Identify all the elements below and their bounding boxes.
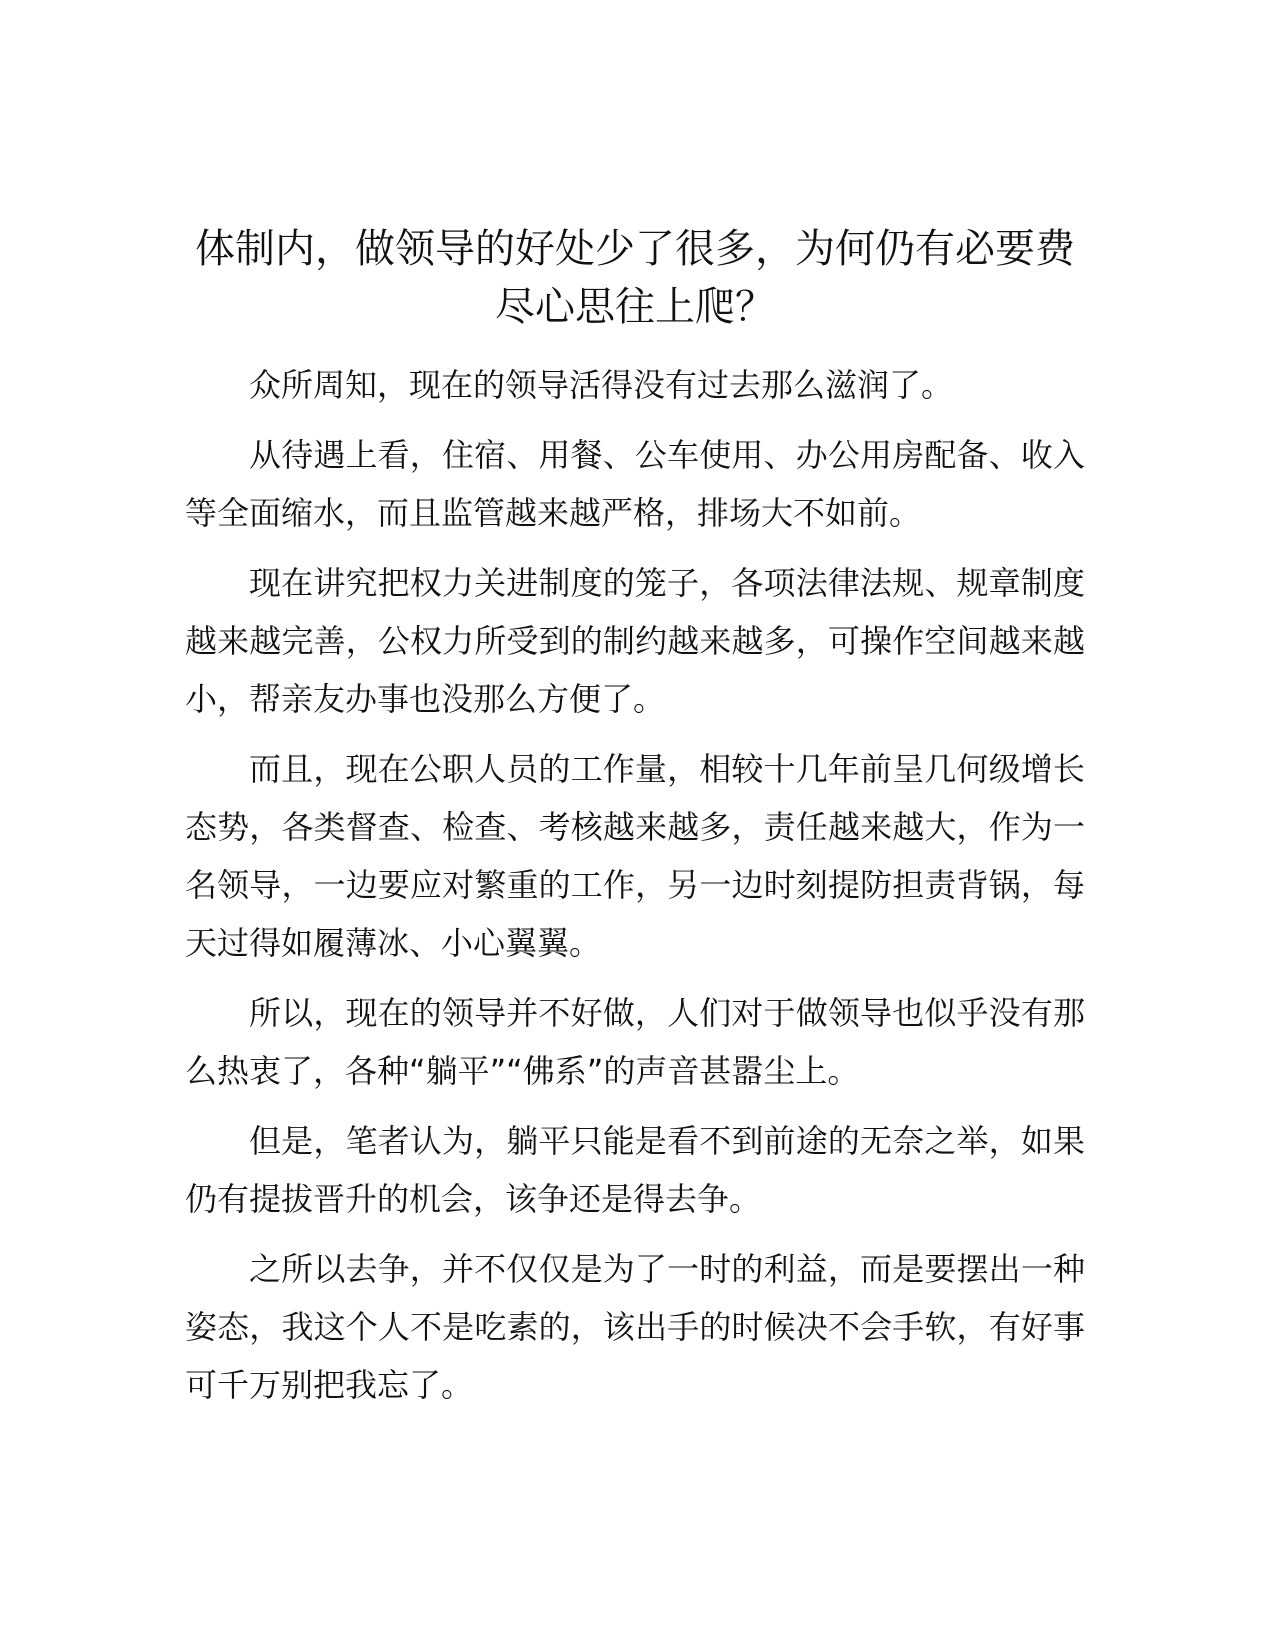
paragraph: 而且，现在公职人员的工作量，相较十几年前呈几何级增长态势，各类督查、检查、考核越来越多，责任越来越大，作为一名领导，一边要应对繁重的工作，另一边时刻提防担责背锅，每天过得如履薄冰、小心翼翼。: [185, 750, 1085, 962]
document-title: 体制内，做领导的好处少了很多，为何仍有必要费尽心思往上爬？: [195, 226, 1075, 330]
paragraph: 从待遇上看，住宿、用餐、公车使用、办公用房配备、收入等全面缩水，而且监管越来越严格，排场大不如前。: [185, 436, 1085, 532]
paragraph: 但是，笔者认为，躺平只能是看不到前途的无奈之举，如果仍有提拔晋升的机会，该争还是得去争。: [185, 1122, 1085, 1218]
paragraph: 众所周知，现在的领导活得没有过去那么滋润了。: [249, 366, 954, 404]
paragraph: 之所以去争，并不仅仅是为了一时的利益，而是要摆出一种姿态，我这个人不是吃素的，该出手的时候决不会手软，有好事可千万别把我忘了。: [185, 1250, 1085, 1404]
document-body: [185, 356, 1085, 1426]
paragraph: 所以，现在的领导并不好做，人们对于做领导也似乎没有那么热衷了，各种“躺平”“佛系”的声音甚嚣尘上。: [185, 994, 1085, 1090]
paragraph: 现在讲究把权力关进制度的笼子，各项法律法规、规章制度越来越完善，公权力所受到的制约越来越多，可操作空间越来越小，帮亲友办事也没那么方便了。: [185, 564, 1085, 718]
